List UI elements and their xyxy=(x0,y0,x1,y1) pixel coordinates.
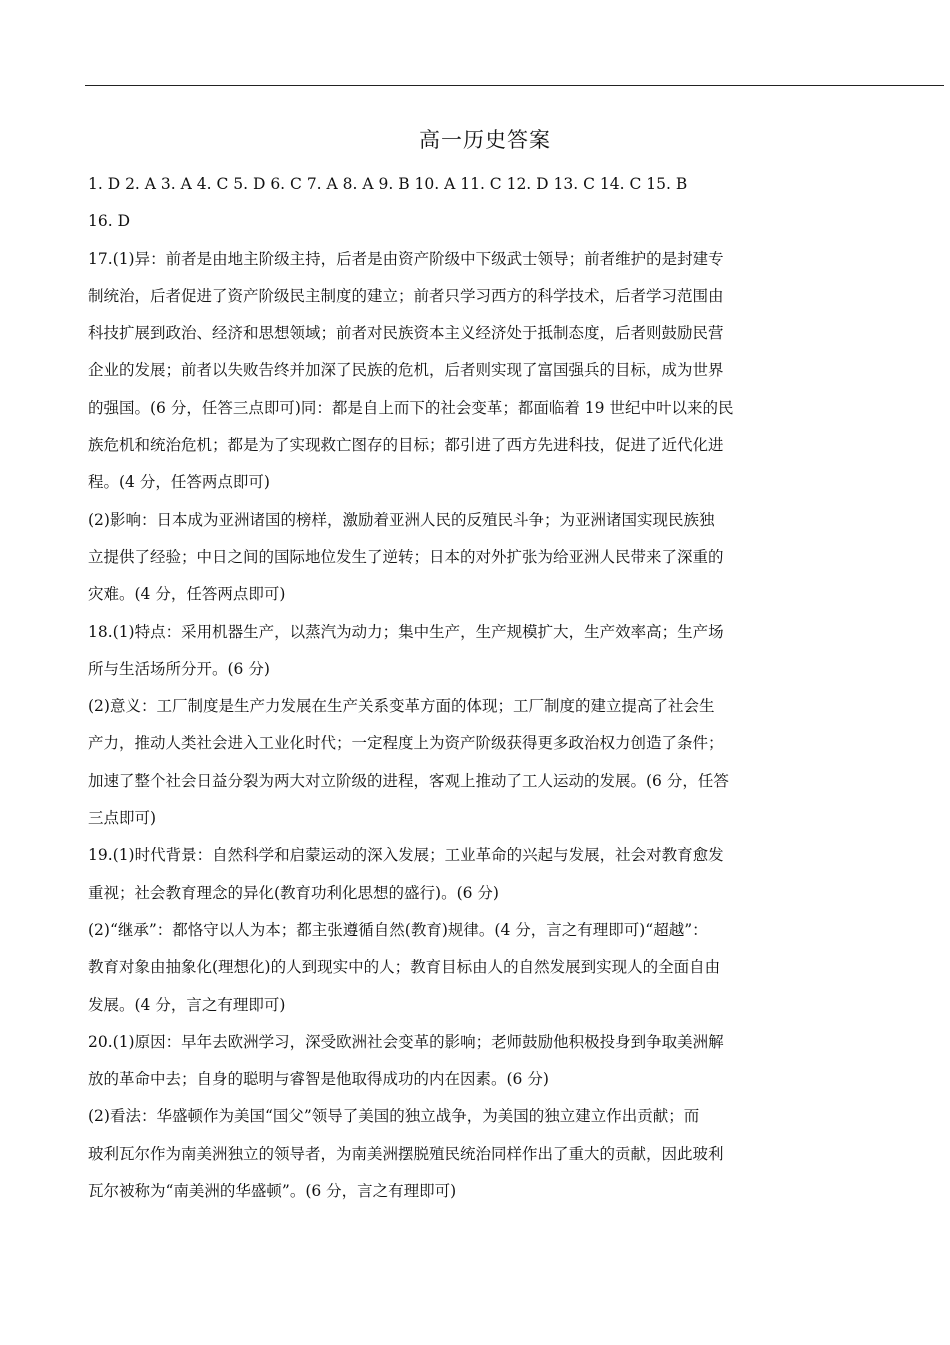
header-rule xyxy=(85,85,944,86)
answer-line: 产力，推动人类社会进入工业化时代；一定程度上为资产阶级获得更多政治权力创造了条件； xyxy=(88,734,724,753)
answer-line: 立提供了经验；中日之间的国际地位发生了逆转；日本的对外扩张为给亚洲人民带来了深重的 xyxy=(88,547,724,566)
answer-body xyxy=(88,166,788,1210)
answer-line: 的强国。(6 分，任答三点即可)同：都是自上而下的社会变革；都面临着 19 世纪中叶以来的民 xyxy=(88,398,734,417)
answer-line: (2)看法：华盛顿作为美国“国父”领导了美国的独立战争，为美国的独立建立作出贡献；而 xyxy=(88,1107,700,1126)
answer-line: 17.(1)异：前者是由地主阶级主持，后者是由资产阶级中下级武士领导；前者维护的是封建专 xyxy=(88,249,724,268)
answer-line: 重视；社会教育理念的异化(教育功利化思想的盛行)。(6 分) xyxy=(88,883,499,902)
answer-line: 程。(4 分，任答两点即可) xyxy=(88,473,270,492)
answer-line: 18.(1)特点：采用机器生产，以蒸汽为动力；集中生产，生产规模扩大，生产效率高；生产场 xyxy=(88,622,724,641)
answer-line: 三点即可) xyxy=(88,809,157,828)
answer-line: 1. D 2. A 3. A 4. C 5. D 6. C 7. A 8. A 9. B 10. A 11. C 12. D 13. C 14. C 15. B xyxy=(88,175,688,193)
answer-line: 放的革命中去；自身的聪明与睿智是他取得成功的内在因素。(6 分) xyxy=(88,1070,549,1089)
answer-line: (2)影响：日本成为亚洲诸国的榜样，激励着亚洲人民的反殖民斗争；为亚洲诸国实现民族独 xyxy=(88,510,715,529)
answer-line: (2)意义：工厂制度是生产力发展在生产关系变革方面的体现；工厂制度的建立提高了社会生 xyxy=(88,697,715,716)
answer-line: (2)“继承”：都恪守以人为本；都主张遵循自然(教育)规律。(4 分，言之有理即可)“超越”： xyxy=(88,920,708,939)
answer-line: 玻利瓦尔作为南美洲独立的领导者，为南美洲摆脱殖民统治同样作出了重大的贡献，因此玻利 xyxy=(88,1144,724,1163)
answer-line: 加速了整个社会日益分裂为两大对立阶级的进程，客观上推动了工人运动的发展。(6 分，任答 xyxy=(88,771,729,790)
page-title: 高一历史答案 xyxy=(419,128,551,152)
answer-line: 灾难。(4 分，任答两点即可) xyxy=(88,585,286,604)
answer-line: 族危机和统治危机；都是为了实现救亡图存的目标；都引进了西方先进科技，促进了近代化进 xyxy=(88,436,724,455)
answer-line: 发展。(4 分，言之有理即可) xyxy=(88,995,286,1014)
answer-line: 19.(1)时代背景：自然科学和启蒙运动的深入发展；工业革命的兴起与发展，社会对教育愈发 xyxy=(88,846,724,865)
answer-line: 教育对象由抽象化(理想化)的人到现实中的人；教育目标由人的自然发展到实现人的全面自由 xyxy=(88,958,721,977)
answer-line: 20.(1)原因：早年去欧洲学习，深受欧洲社会变革的影响；老师鼓励他积极投身到争取美洲解 xyxy=(88,1032,724,1051)
answer-line: 所与生活场所分开。(6 分) xyxy=(88,659,270,678)
answer-line: 科技扩展到政治、经济和思想领域；前者对民族资本主义经济处于抵制态度，后者则鼓励民营 xyxy=(88,324,724,343)
answer-line: 制统治，后者促进了资产阶级民主制度的建立；前者只学习西方的科学技术，后者学习范围由 xyxy=(88,286,724,305)
answer-line: 瓦尔被称为“南美洲的华盛顿”。(6 分，言之有理即可) xyxy=(88,1182,457,1201)
answer-line: 企业的发展；前者以失败告终并加深了民族的危机，后者则实现了富国强兵的目标，成为世界 xyxy=(88,361,724,380)
answer-line: 16. D xyxy=(88,212,131,231)
